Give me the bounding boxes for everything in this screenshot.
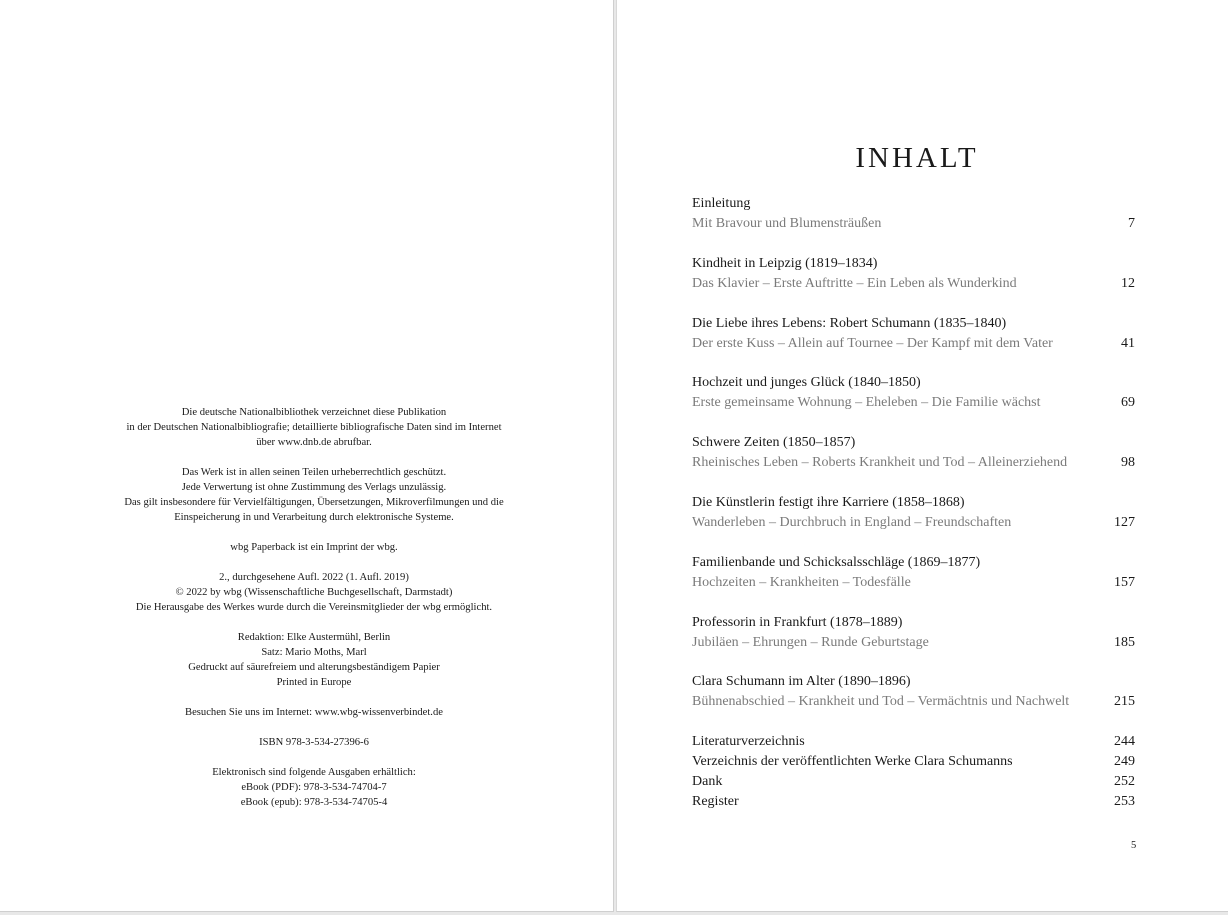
imprint-block-dnb: [60, 405, 568, 450]
chapter-page-number: 127: [1114, 514, 1135, 530]
chapter-row: [692, 393, 1135, 413]
appendix-row: [692, 732, 1135, 752]
chapter-title: Die Liebe ihres Lebens: Robert Schumann (1835–1840): [692, 315, 1007, 331]
chapter-title: Die Künstlerin festigt ihre Karriere (1858–1868): [692, 494, 965, 510]
toc-chapter: [692, 373, 1135, 413]
table-of-contents: [692, 194, 1135, 812]
chapter-subtitle: Erste gemeinsame Wohnung – Eheleben – Die Familie wächst: [692, 395, 1041, 411]
toc-appendix: [692, 732, 1135, 812]
chapter-row: [692, 633, 1135, 653]
chapter-page-number: 41: [1121, 335, 1135, 351]
chapter-title: Professorin in Frankfurt (1878–1889): [692, 614, 903, 630]
toc-chapter: [692, 553, 1135, 593]
chapter-row: [692, 513, 1135, 533]
chapter-page-number: 69: [1121, 395, 1135, 411]
imprint-line: Elektronisch sind folgende Ausgaben erhältlich:: [212, 767, 416, 778]
chapter-subtitle: Rheinisches Leben – Roberts Krankheit und Tod – Alleinerziehend: [692, 455, 1068, 471]
imprint-line: in der Deutschen Nationalbibliografie; detaillierte bibliografische Daten sind im Internet: [126, 422, 502, 433]
imprint-line: eBook (PDF): 978-3-534-74704-7: [241, 782, 387, 793]
chapter-subtitle: Wanderleben – Durchbruch in England – Freundschaften: [692, 514, 1012, 530]
imprint-line: Jede Verwertung ist ohne Zustimmung des Verlags unzulässig.: [181, 482, 447, 493]
chapter-subtitle: Jubiläen – Ehrungen – Runde Geburtstage: [692, 634, 929, 650]
imprint-block-publisher: [60, 540, 568, 555]
appendix-page-number: 244: [1114, 734, 1135, 750]
right-page: [616, 0, 1228, 912]
chapter-subtitle: Das Klavier – Erste Auftritte – Ein Leben als Wunderkind: [692, 275, 1017, 291]
chapter-page-number: 185: [1114, 634, 1135, 650]
imprint-line: 2., durchgesehene Aufl. 2022 (1. Aufl. 2019): [219, 572, 409, 583]
toc-title: INHALT: [855, 142, 979, 174]
imprint-line: über www.dnb.de abrufbar.: [256, 437, 372, 448]
appendix-page-number: 252: [1114, 774, 1135, 790]
toc-chapter: [692, 254, 1135, 294]
imprint-block-credits: [60, 630, 568, 690]
appendix-title: Literaturverzeichnis: [692, 734, 805, 750]
chapter-row: [692, 334, 1135, 354]
chapter-row: [692, 692, 1135, 712]
chapter-title: Familienbande und Schicksalsschläge (1869–1877): [692, 554, 981, 570]
toc-chapter: [692, 672, 1135, 712]
chapter-page-number: 98: [1121, 455, 1135, 471]
imprint-line: Redaktion: Elke Austermühl, Berlin: [237, 632, 391, 643]
appendix-title: Dank: [692, 774, 723, 790]
imprint-line: Besuchen Sie uns im Internet: www.wbg-wissenverbindet.de: [185, 707, 443, 718]
chapter-row: [692, 214, 1135, 234]
appendix-row: [692, 752, 1135, 772]
chapter-page-number: 12: [1121, 275, 1135, 291]
imprint-block-copyright-notice: [60, 465, 568, 525]
imprint: [60, 405, 568, 825]
imprint-line: Das gilt insbesondere für Vervielfältigungen, Übersetzungen, Mikroverfilmungen und die: [124, 497, 504, 508]
toc-chapter: [692, 613, 1135, 653]
toc-chapter: [692, 314, 1135, 354]
imprint-line: Einspeicherung in und Verarbeitung durch elektronische Systeme.: [174, 512, 454, 523]
chapter-subtitle: Der erste Kuss – Allein auf Tournee – Der Kampf mit dem Vater: [692, 335, 1053, 351]
appendix-row: [692, 772, 1135, 792]
imprint-block-edition: [60, 570, 568, 615]
chapter-title: Hochzeit und junges Glück (1840–1850): [692, 375, 921, 391]
appendix-page-number: 253: [1114, 794, 1135, 810]
left-page: [0, 0, 614, 912]
imprint-line: ISBN 978-3-534-27396-6: [259, 737, 369, 748]
toc-chapter: [692, 433, 1135, 473]
chapter-row: [692, 453, 1135, 473]
appendix-title: Verzeichnis der veröffentlichten Werke Clara Schumanns: [692, 754, 1013, 770]
chapter-page-number: 157: [1114, 574, 1135, 590]
page-number: 5: [1131, 840, 1137, 851]
chapter-row: [692, 274, 1135, 294]
appendix-title: Register: [692, 794, 739, 810]
imprint-line: Das Werk ist in allen seinen Teilen urheberrechtlich geschützt.: [181, 467, 447, 478]
chapter-title: Einleitung: [692, 196, 751, 211]
chapter-row: [692, 573, 1135, 593]
imprint-line: eBook (epub): 978-3-534-74705-4: [240, 797, 388, 808]
imprint-line: wbg Paperback ist ein Imprint der wbg.: [230, 542, 398, 553]
toc-chapter: [692, 493, 1135, 533]
chapter-page-number: 215: [1114, 694, 1135, 710]
imprint-line: Gedruckt auf säurefreiem und alterungsbeständigem Papier: [188, 662, 440, 673]
chapter-title: Clara Schumann im Alter (1890–1896): [692, 674, 911, 690]
chapter-subtitle: Hochzeiten – Krankheiten – Todesfälle: [692, 574, 911, 590]
chapter-title: Kindheit in Leipzig (1819–1834): [692, 255, 878, 271]
appendix-page-number: 249: [1114, 754, 1135, 770]
imprint-block-isbn: [60, 735, 568, 750]
imprint-line: Die Herausgabe des Werkes wurde durch die Vereinsmitglieder der wbg ermöglicht.: [135, 602, 493, 613]
chapter-page-number: 7: [1128, 216, 1135, 231]
appendix-row: [692, 792, 1135, 812]
toc-chapter: [692, 194, 1135, 234]
chapter-subtitle: Mit Bravour und Blumensträußen: [692, 216, 882, 231]
chapter-subtitle: Bühnenabschied – Krankheit und Tod – Vermächtnis und Nachwelt: [692, 694, 1070, 710]
imprint-line: Die deutsche Nationalbibliothek verzeichnet diese Publikation: [181, 407, 447, 418]
imprint-line: Printed in Europe: [276, 677, 352, 688]
imprint-block-ebooks: [60, 765, 568, 810]
imprint-line: Satz: Mario Moths, Marl: [261, 647, 367, 658]
imprint-line: © 2022 by wbg (Wissenschaftliche Buchgesellschaft, Darmstadt): [175, 587, 453, 598]
chapter-title: Schwere Zeiten (1850–1857): [692, 435, 856, 451]
imprint-block-website: [60, 705, 568, 720]
